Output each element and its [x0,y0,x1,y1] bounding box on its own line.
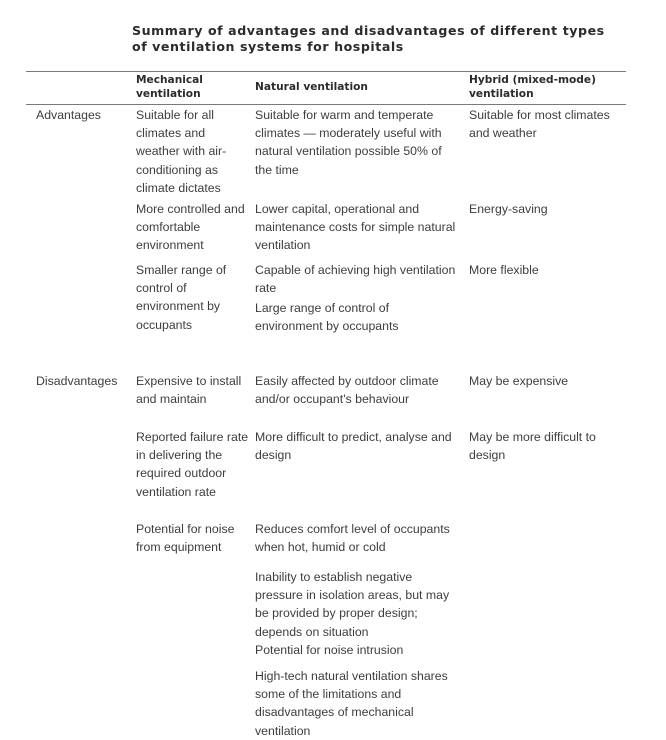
advantage-hybrid-1: Suitable for most climates and weather [469,108,610,141]
advantage-mechanical-3: Smaller range of control of environment by occupants [136,263,227,332]
disadvantage-natural-3: Reduces comfort level of occupants when hot, humid or cold [255,522,450,555]
disadvantage-natural-2: More difficult to predict, analyse and design [255,430,452,463]
disadvantage-natural-6: High-tech natural ventilation shares some of the limitations and disadvantages of mechanical ventilation [255,669,448,738]
column-header-hybrid: Hybrid (mixed-mode) ventilation [469,74,596,100]
advantage-natural-4: Large range of control of environment by occupants [255,301,399,334]
column-header-natural: Natural ventilation [255,81,368,93]
advantage-mechanical-1: Suitable for all climates and weather with air-conditioning as climate dictates [136,108,227,195]
advantage-hybrid-2: Energy-saving [469,202,548,216]
header-top-rule [26,71,626,72]
disadvantage-mechanical-3: Potential for noise from equipment [136,522,235,555]
disadvantage-natural-1: Easily affected by outdoor climate and/or occupant's behaviour [255,374,439,407]
advantage-natural-2: Lower capital, operational and maintenance costs for simple natural ventilation [255,202,456,253]
row-label-disadvantages: Disadvantages [36,374,118,388]
disadvantage-natural-4: Inability to establish negative pressure in isolation areas, but may be provided by proper design; depends on situation [255,570,450,639]
column-header-mechanical: Mechanical ventilation [136,74,203,100]
table-title: Summary of advantages and disadvantages of different types of ventilation systems for hospitals [132,23,605,54]
advantage-hybrid-3: More flexible [469,263,539,277]
advantage-mechanical-2: More controlled and comfortable environment [136,202,245,253]
disadvantage-mechanical-2: Reported failure rate in delivering the required outdoor ventilation rate [136,430,249,499]
disadvantage-hybrid-2: May be more difficult to design [469,430,596,463]
advantage-natural-3: Capable of achieving high ventilation rate [255,263,456,296]
advantage-natural-1: Suitable for warm and temperate climates — moderately useful with natural ventilation possible 50% of the time [255,108,442,177]
row-label-advantages: Advantages [36,108,101,122]
header-bottom-rule [26,104,626,105]
disadvantage-hybrid-1: May be expensive [469,374,569,388]
disadvantage-natural-5: Potential for noise intrusion [255,643,404,657]
disadvantage-mechanical-1: Expensive to install and maintain [136,374,242,407]
